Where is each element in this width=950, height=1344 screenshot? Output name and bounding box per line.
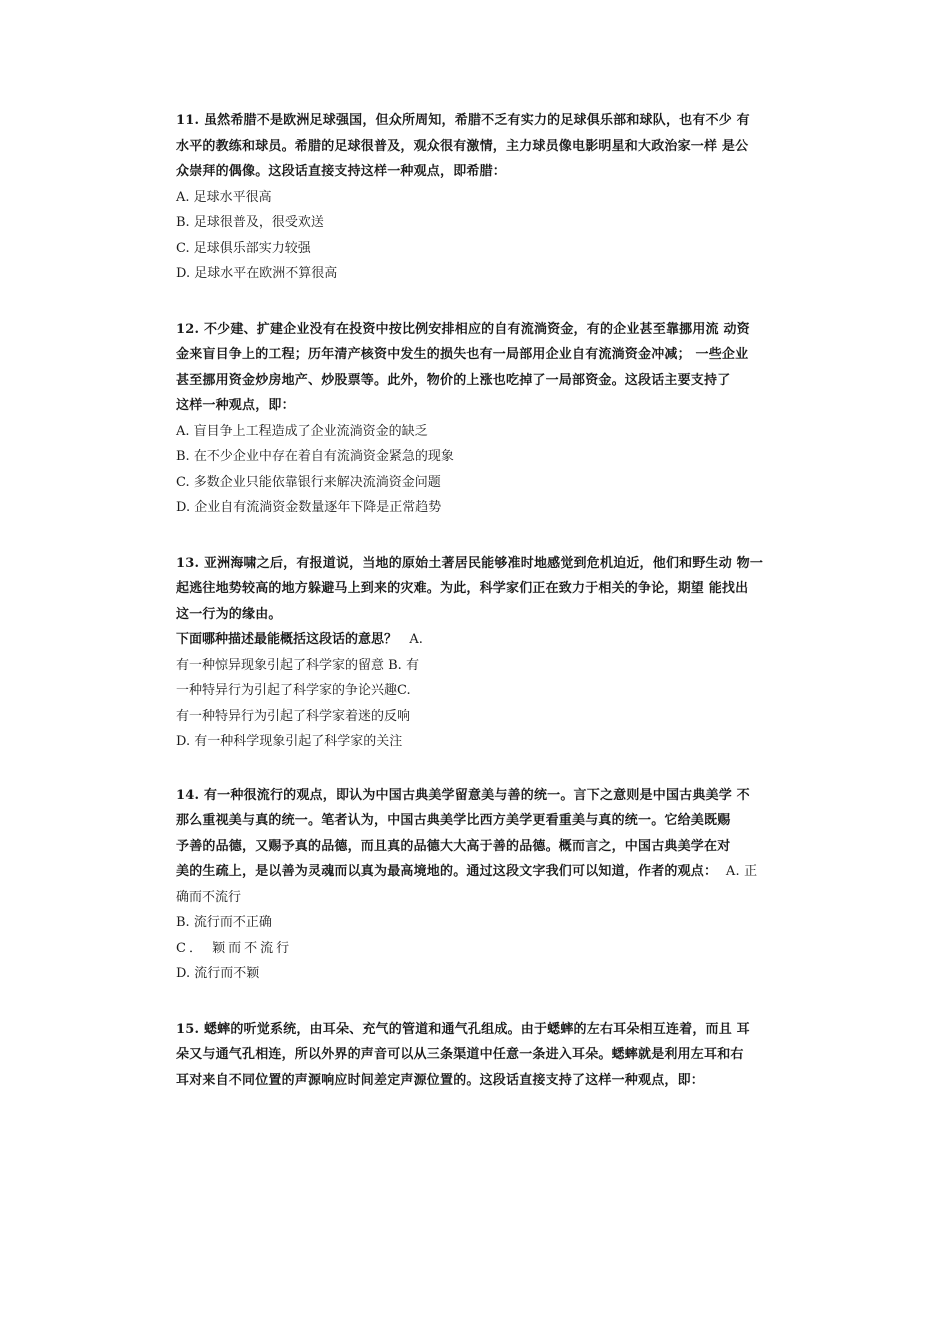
option-a: A. 盲目争上工程造成了企业流淌资金的缺乏 bbox=[176, 423, 428, 439]
question-13-lead-line bbox=[176, 627, 776, 653]
question-14-stem bbox=[176, 783, 776, 885]
question-13-lead-tail: A. bbox=[397, 632, 423, 647]
option-c: C. 多数企业只能依靠银行来解决流淌资金问题 bbox=[176, 474, 441, 490]
stem-line: 12. 不少建、扩建企业没有在投资中按比例安排相应的自有流淌资金，有的企业甚至靠挪用流 动资 bbox=[176, 321, 750, 337]
option-line: 有一种特异行为引起了科学家着迷的反响 bbox=[176, 708, 411, 724]
option-c: C. 足球俱乐部实力较强 bbox=[176, 240, 311, 256]
stem-line-with-tail bbox=[176, 859, 776, 885]
question-15 bbox=[176, 1017, 776, 1094]
question-14-option-a-start: A. 正 bbox=[717, 864, 758, 879]
stem-line-text: 美的生疏上，是以善为灵魂而以真为最高境地的。通过这段文字我们可以知道，作者的观点： bbox=[176, 864, 718, 879]
option-b: B. 流行而不正确 bbox=[176, 915, 272, 930]
question-11 bbox=[176, 108, 776, 287]
stem-line: 13. 亚洲海啸之后，有报道说，当地的原始土著居民能够准时地感觉到危机迫近，他们和野生动 物一 bbox=[176, 555, 764, 571]
question-15-stem bbox=[176, 1017, 776, 1094]
document-page bbox=[176, 108, 776, 1115]
stem-line: 起逃往地势较高的地方躲避马上到来的灾难。为此，科学家们正在致力于相关的争论，期望 能找出 bbox=[176, 581, 749, 596]
stem-line: 15. 蟋蟀的听觉系统，由耳朵、充气的管道和通气孔组成。由于蟋蟀的左右耳朵相互连着，而且 耳 bbox=[176, 1021, 750, 1037]
option-a: A. 足球水平很高 bbox=[176, 189, 272, 205]
option-d: D. 有一种科学现象引起了科学家的关注 bbox=[176, 734, 403, 749]
stem-line: 水平的教练和球员。希腊的足球很普及，观众很有激情，主力球员像电影明星和大政治家一样 是公 bbox=[176, 138, 749, 154]
stem-line: 11. 虽然希腊不是欧洲足球强国，但众所周知，希腊不乏有实力的足球俱乐部和球队，也有不少 有 bbox=[176, 113, 750, 128]
stem-line: 金来盲目争上的工程；历年清产核资中发生的损失也有一局部用企业自有流淌资金冲减； 一些企业 bbox=[176, 347, 749, 362]
stem-line: 众崇拜的偶像。这段话直接支持这样一种观点，即希腊： bbox=[176, 164, 507, 179]
stem-line: 甚至挪用资金炒房地产、炒股票等。此外，物价的上涨也吃掉了一局部资金。这段话主要支持了 bbox=[176, 372, 731, 388]
option-line: 一种特异行为引起了科学家的争论兴趣C. bbox=[176, 683, 411, 698]
option-b: B. 在不少企业中存在着自有流淌资金紧急的现象 bbox=[176, 449, 454, 464]
option-d: D. 流行而不颖 bbox=[176, 966, 260, 981]
question-14 bbox=[176, 783, 776, 987]
stem-line: 朵又与通气孔相连，所以外界的声音可以从三条渠道中任意一条进入耳朵。蟋蟀就是利用左耳和右 bbox=[176, 1047, 744, 1062]
option-d: D. 足球水平在欧洲不算很高 bbox=[176, 266, 338, 281]
option-line: 有一种惊异现象引起了科学家的留意 B. 有 bbox=[176, 657, 419, 673]
stem-line: 耳对来自不同位置的声源响应时间差定声源位置的。这段话直接支持了这样一种观点，即： bbox=[176, 1072, 705, 1088]
question-11-stem bbox=[176, 108, 776, 185]
question-13-stem bbox=[176, 551, 776, 628]
question-12 bbox=[176, 317, 776, 521]
question-12-stem bbox=[176, 317, 776, 419]
question-13 bbox=[176, 551, 776, 755]
stem-line: 予善的品德，又赐予真的品德，而且真的品德大大高于善的品德。概而言之，中国古典美学在对 bbox=[176, 838, 731, 854]
option-c: C． 颖而不流行 bbox=[176, 940, 293, 956]
option-a-continued: 确而不流行 bbox=[176, 889, 242, 905]
stem-line: 这样一种观点，即： bbox=[176, 398, 295, 413]
option-b: B. 足球很普及，很受欢送 bbox=[176, 215, 324, 230]
stem-line: 这一行为的缘由。 bbox=[176, 606, 282, 622]
stem-line: 14. 有一种很流行的观点，即认为中国古典美学留意美与善的统一。言下之意则是中国古典美学 不 bbox=[176, 787, 750, 803]
question-13-lead: 下面哪种描述最能概括这段话的意思？ bbox=[176, 632, 398, 647]
option-d: D. 企业自有流淌资金数量逐年下降是正常趋势 bbox=[176, 500, 442, 515]
stem-line: 那么重视美与真的统一。笔者认为，中国古典美学比西方美学更看重美与真的统一。它给美既赐 bbox=[176, 813, 731, 828]
